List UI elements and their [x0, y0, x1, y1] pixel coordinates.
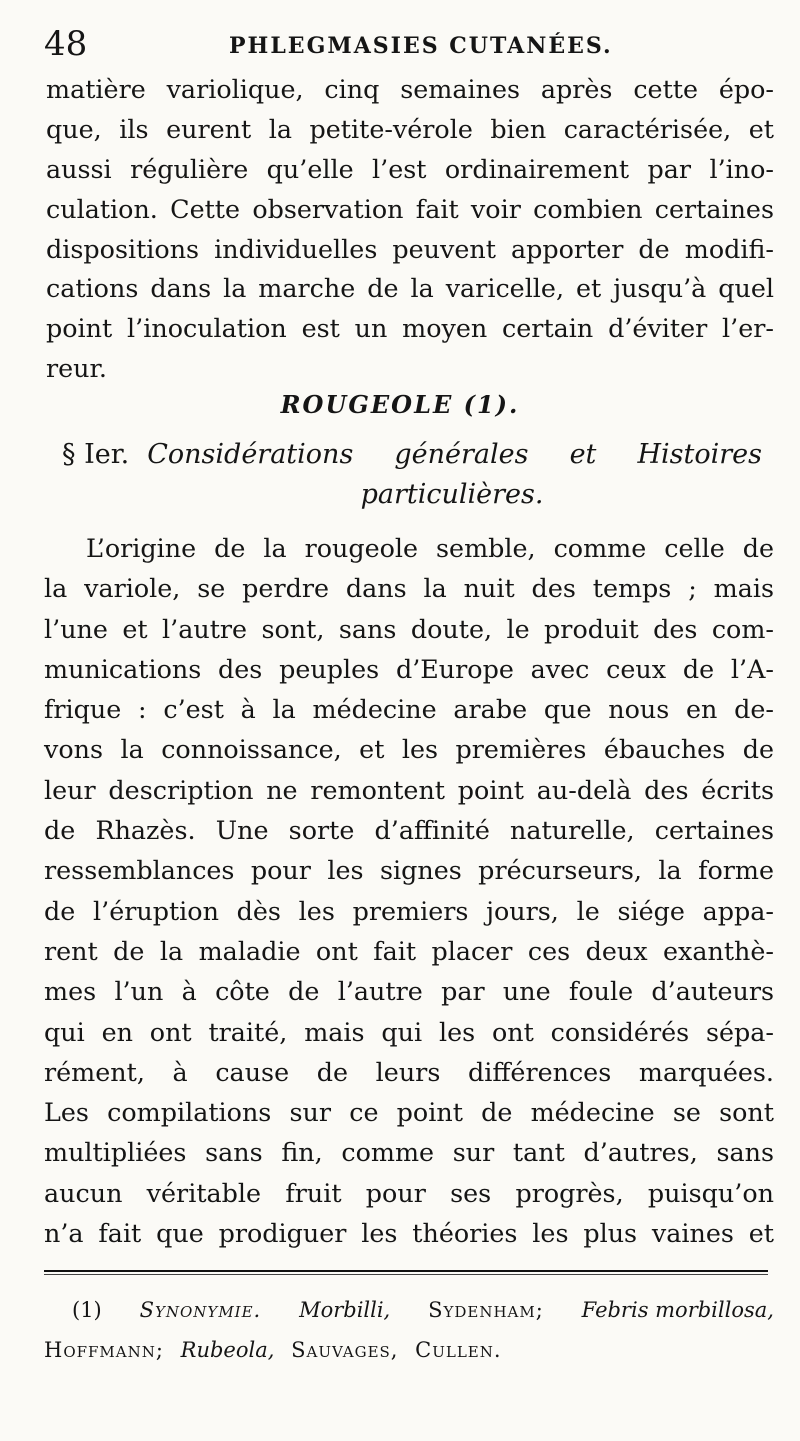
- subheading-text: Considérations générales et Histoires: [147, 439, 762, 470]
- footnote-line-1: [44, 1290, 774, 1330]
- text-line: n’a fait que prodiguer les théories les plus vaines et: [44, 1218, 774, 1249]
- text-line: cations dans la marche de la varicelle, et jusqu’à quel: [46, 273, 774, 304]
- footnote-line-2: [44, 1330, 774, 1370]
- text-line: la variole, se perdre dans la nuit des temps ; mais: [44, 573, 774, 604]
- section-title: ROUGEOLE (1).: [280, 390, 520, 419]
- subheading-line-1: [62, 435, 762, 475]
- text-line: point l’inoculation est un moyen certain d’éviter l’er-: [46, 313, 774, 344]
- text-line: aussi régulière qu’elle l’est ordinairement par l’ino-: [46, 153, 774, 184]
- footnote-synonymie: Synonymie.: [139, 1298, 262, 1322]
- text-line: reur.: [46, 353, 107, 384]
- text-line: l’une et l’autre sont, sans doute, le produit des com-: [44, 613, 774, 644]
- footnote-morbilli: Morbilli,: [299, 1298, 391, 1322]
- text-line: L’origine de la rougeole semble, comme celle de: [86, 533, 774, 563]
- footnote-rule-thin: [44, 1274, 768, 1275]
- footnote-sauvages: Sauvages,: [291, 1338, 399, 1362]
- text-line: rément, à cause de leurs différences marquées.: [44, 1056, 774, 1087]
- footnote-cullen: Cullen.: [415, 1338, 502, 1362]
- page-number: 48: [44, 24, 88, 64]
- footnote-rule: [44, 1270, 768, 1272]
- subheading-line-2: particulières.: [360, 479, 544, 510]
- text-line: Les compilations sur ce point de médecine se sont: [44, 1097, 774, 1128]
- text-line: qui en ont traité, mais qui les ont considérés sépa-: [44, 1016, 774, 1047]
- footnote-febris: Febris morbillosa,: [581, 1298, 774, 1322]
- text-line: de l’éruption dès les premiers jours, le siége appa-: [44, 895, 774, 926]
- footnote: [44, 1290, 774, 1370]
- subheading: [62, 435, 762, 515]
- text-line: munications des peuples d’Europe avec ceux de l’A-: [44, 653, 774, 684]
- footnote-rubeola: Rubeola,: [180, 1338, 275, 1362]
- text-line: frique : c’est à la médecine arabe que nous en de-: [44, 694, 774, 725]
- text-line: de Rhazès. Une sorte d’affinité naturelle, certaines: [44, 815, 774, 846]
- running-title: PHLEGMASIES CUTANÉES.: [229, 33, 613, 59]
- text-line: rent de la maladie ont fait placer ces deux exanthè-: [44, 935, 774, 966]
- text-line: aucun véritable fruit pour ses progrès, puisqu’on: [44, 1177, 774, 1208]
- footnote-marker: (1): [72, 1298, 102, 1322]
- page-header: [44, 22, 754, 66]
- footnote-sydenham: Sydenham;: [428, 1298, 544, 1322]
- text-line: multipliées sans fin, comme sur tant d’autres, sans: [44, 1137, 774, 1168]
- section-symbol: § Ier.: [62, 439, 130, 470]
- continued-text: [46, 70, 774, 389]
- footnote-hoffmann: Hoffmann;: [44, 1338, 164, 1362]
- text-line: dispositions individuelles peuvent apporter de modifi-: [46, 233, 774, 264]
- text-line: mes l’un à côte de l’autre par une foule d’auteurs: [44, 976, 774, 1007]
- main-paragraph: [44, 528, 774, 1253]
- text-line: culation. Cette observation fait voir combien certaines: [46, 193, 774, 224]
- text-line: vons la connoissance, et les premières ébauches de: [44, 734, 774, 765]
- text-line: que, ils eurent la petite-vérole bien caractérisée, et: [46, 113, 774, 144]
- text-line: ressemblances pour les signes précurseurs, la forme: [44, 855, 774, 886]
- text-line: leur description ne remontent point au-delà des écrits: [44, 774, 774, 805]
- text-line: matière variolique, cinq semaines après cette épo-: [46, 74, 774, 104]
